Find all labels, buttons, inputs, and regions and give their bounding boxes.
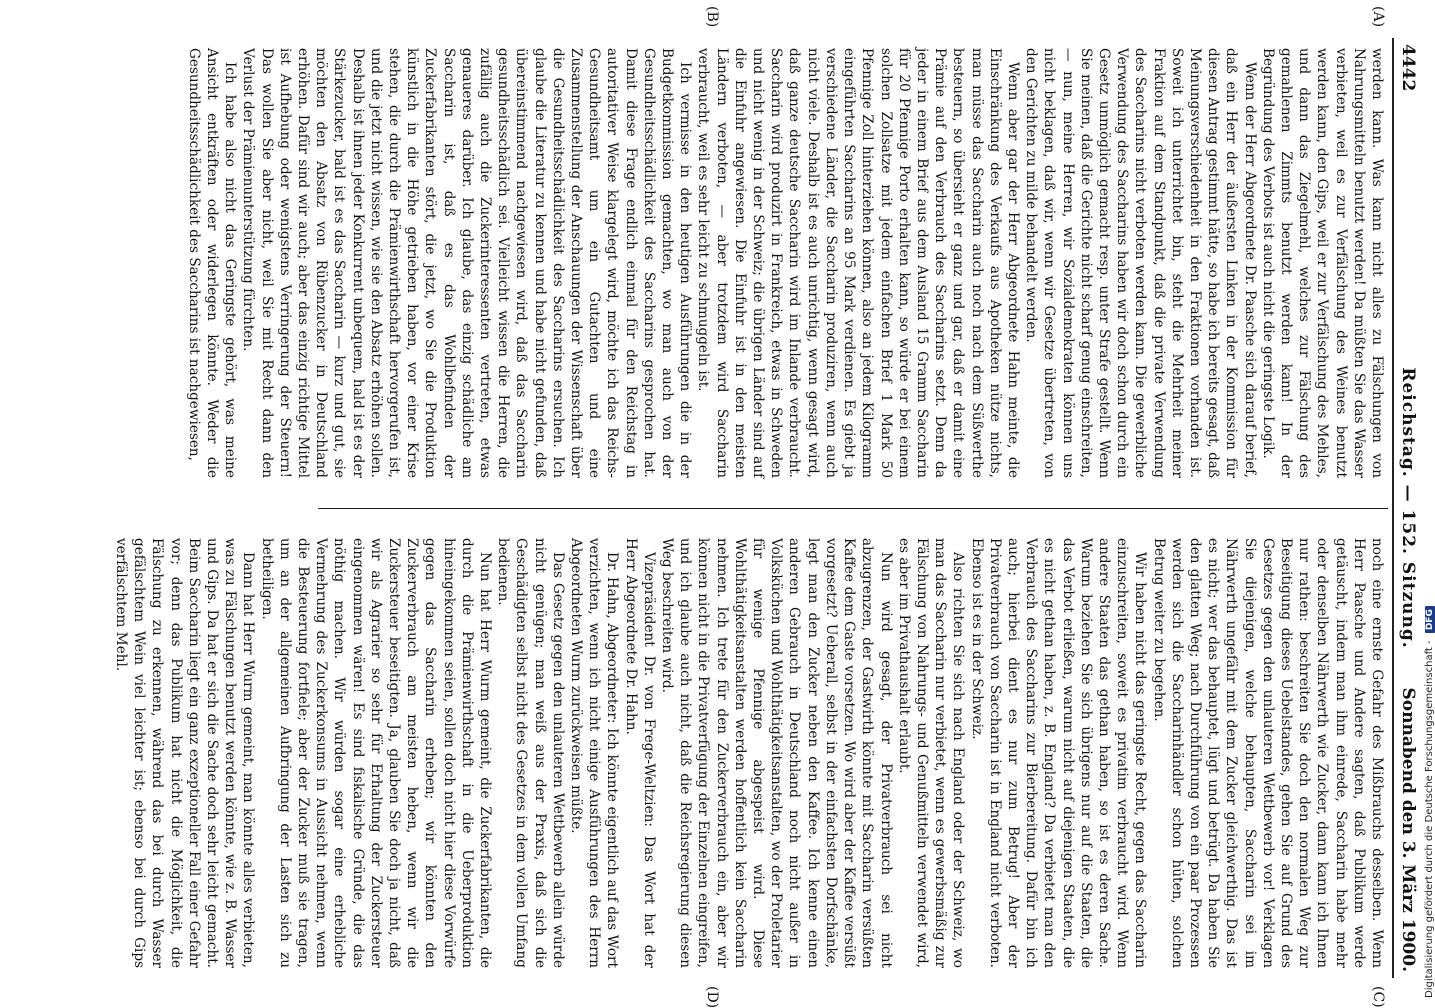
paragraph: noch eine ernste Gefahr des Mißbrauchs desselben. Wenn Herr Paasche und Andere sagten, daß Publikum werde getäuscht, indem man ihm einrede, Saccharin habe mehr oder denselben Nährwerth wie Zucker, dann kann ich Ihnen nur rathen: beschreiten Sie doch den normalen Weg zur Beseitigung dieses Uebelstandes, gehen Sie auf Grund des Gesetzes gegen den unlauteren Wettbewerb vor! Verklagen Sie diejenigen, welche behaupten, Saccharin sei im Nährwerth ungefähr mit dem Zucker gleichwerthig. Das ist es nicht; wer das behauptet, lügt und betrügt. Da haben Sie den glatten Weg; nach Durchführung von ein paar Prozessen werden sich die Saccharinhändler schon hüten, solchen Betrug weiter zu begehen. xyxy=(1150,538,1385,968)
paragraph: Ich habe also nicht das Geringste gehört, was meine Ansicht entkräften oder widerlegen könnte. Weder die Gesundheitsschädlichkeit des Saccharins ist nachgewiesen, xyxy=(185,48,239,478)
paragraph: Nun hat Herr Wurm gemeint, die Zuckerfabrikanten, die durch die Prämienwirthschaft in die Ueberproduktion hineingekommen seien, sollen doch nicht hier diese Vorwürfe gegen das Saccharin erheben; wir könnten den Zuckerverbrauch am meisten heben, wenn wir die Zuckersteuer beseitigten. Ja, glauben Sie doch ja nicht, daß wir als Agrarier so sehr für Erhaltung der Zuckersteuer eingenommen wären! Es sind fiskalische Gründe, die das nöthig machen. Wir würden sogar eine erhebliche Vermehrung des Zuckerkonsums in Aussicht nehmen, wenn die Besteuerung fortfiele; aber der Zucker muß sie tragen, um an der allgemeinen Aufbringung der Lasten sich zu betheiligen. xyxy=(258,538,494,968)
column-divider xyxy=(318,508,1388,509)
paragraph: Das Gesetz gegen den unlauteren Wettbewerb allein würde nicht genügen; man weiß aus der Praxis, daß sich die Geschädigten selbst nicht des Gesetzes in dem vollen Umfang bedienen. xyxy=(495,538,566,968)
paragraph: Ich vermisse in den heutigen Ausführungen die in der Budgetkommission gemachten, wo man auch von der Gesundheitsschädlichkeit des Saccharins gesprochen hat. Damit diese Frage endlich einmal für den Reichstag in autoritativer Weise klargelegt wird, möchte ich das Reichs-Gesundheitsamt um ein Gutachten und eine Zusammenstellung der Anschauungen der Wissenschaft über die Gesundheitsschädlichkeit des Saccharins ersuchen. Ich glaube die Literatur zu kennen und habe nicht gefunden, daß übereinstimmend nachgewiesen wird, daß das Saccharin gesundheitsschädlich sei. Vielleicht wissen die Herren, die zufällig auch die Zuckerinteressenten vertreten, etwas genaueres darüber. Ich glaube, das einzig schädliche am Saccharin ist, daß es das Wohlbefinden der Zuckerfabrikanten stört, die jetzt, wo Sie die Produktion künstlich in die Höhe getrieben haben, vor einer Krise stehen, die durch die Prämienwirthschaft hervorgerufen ist, und die jetzt nicht wissen, wie sie den Absatz erhöhen sollen. Deshalb ist ihnen jeder Konkurrent unbequem, hald ist es der Stärkezucker, bald ist es das Saccharin — kurz und gut, sie möchten den Absatz von Rübenzucker in Deutschland erhöhen. Dafür sind wir auch; aber das einzig richtige Mittel ist Aufhebung oder wenigstens Verringerung der Steuern! Das wollen Sie aber nicht, weil Sie mit Recht dann den Verlust der Prämienunterstützung fürchten. xyxy=(240,48,694,478)
page-number: 4442 xyxy=(1398,44,1418,92)
paragraph: Wenn aber gar der Herr Abgeordnete Hahn meinte, die Einschränkung des Verkaufs aus Apotheken nütze nichts, man müsse das Saccharin auch noch nach dem Süßwerthe besteuern, so übersieht er ganz und gar, daß er damit eine Prämie auf den Verbrauch des Saccharins setzt. Denn da jeder in einem Brief aus dem Ausland 15 Gramm Saccharin für 20 Pfennige Porto erhalten kann, so würde er bei einem solchen Zollsatze mit jedem einfachen Brief 1 Mark 50 Pfennige Zoll hinterziehen können, also an jedem Kilogramm eingeführten Saccharins an 95 Mark verdienen. Es giebt ja verschiedene Länder, die Saccharin produziren, wenn auch nicht viele. Deshalb ist es auch unrichtig, wenn gesagt wird, daß ganze deutsche Saccharin wird im Inlande verbraucht. Saccharin wird produzirt in Frankreich, etwas in Schweden und nicht wenig in der Schweiz; die übrigen Länder sind auf die Einfuhr angewiesen. Die Einfuhr ist in den meisten Ländern verboten, — aber trotzdem wird Saccharin verbraucht, weil es sehr leicht zu schmuggeln ist. xyxy=(695,48,1021,478)
margin-marker-d: (D) xyxy=(704,986,720,1008)
document-page xyxy=(25,6,1420,1008)
margin-marker-b: (B) xyxy=(704,6,720,28)
speaker-paragraph: Dr. Hahn, Abgeordneter: Ich könnte eigentlich auf das Wort verzichten, wenn ich nicht einige Ausführungen des Herrn Abgeordneten Wurm zurückweisen müßte. xyxy=(568,538,621,968)
left-column xyxy=(185,48,1386,478)
paragraph: werden kann. Was kann nicht alles zu Fälschungen von Nahrungsmitteln benutzt werden! Da müßten Sie das Wasser verbieten, weil es zur Verfälschung des Weines benutzt werden kann, den Gips, weil er zur Verfälschung des Mehles, und dann das Ziegelmehl, welches zur Fälschung des gemahlenen Zimmts benutzt werden kann! In der Begründung des Verbots ist auch nicht die geringste Logik. xyxy=(1259,48,1385,478)
dfg-logo: DFG xyxy=(1425,606,1435,633)
paragraph: Wir haben nicht das geringste Recht, gegen das Saccharin einzuschreiten, soweit es privatim verbraucht wird. Wenn andere Staaten das gethan haben, so ist es deren Sache. Warum beziehen Sie sich übrigens nur auf die Staaten, die das Verbot erließen, warum nicht auf diejenigen Staaten, die es nicht gethan haben, z. B. England? Da verbietet man den Verbrauch des Saccharins zur Bierbereitung. Dafür bin ich auch; hierbei dient es nur zum Betrug! Aber der Privatverbrauch von Saccharin ist in England nicht verboten. Ebenso ist es in der Schweiz. xyxy=(968,538,1149,968)
digitization-credit xyxy=(1424,606,1435,998)
paragraph: Dann hat Herr Wurm gemeint, man könnte alles verbieten, was zu Fälschungen benutzt werden könnte, wie z. B. Wasser und Gips. Da hat er sich die Sache doch sehr leicht gemacht. Beim Saccharin liegt ein ganz exzeptioneller Fall einer Gefahr vor; denn das Publikum hat nicht die Möglichkeit, die Fälschung zu erkennen, während das bei durch Wasser gefälschtem Wein viel leichter ist; ebenso bei durch Gips verfälschtem Mehl. xyxy=(112,538,257,968)
paragraph: Also richten Sie sich nach England oder der Schweiz, wo man das Saccharin nur verbietet, wenn es gewerbsmäßig zur Fälschung von Nahrungs- und Genußmitteln verwendet wird, es aber im Privathaushalt erlaubt. xyxy=(895,538,967,968)
paragraph: Nun wird gesagt, der Privatverbrauch sei nicht abzugrenzen, der Gastwirth könnte mit Saccharin versüßten Kaffee dem Gaste vorsetzen. Wo wird aber der Kaffee versüßt vorgesetzt? Ueberall, selbst in der einfachsten Dorfschänke, legt man den Zucker neben den Kaffee. Ich kenne einen anderen Gebrauch in Deutschland noch nicht außer in Volksküchen und Wohlthätigkeitsanstalten, wo der Proletarier für wenige Pfennige abgespeist wird. Diese Wohlthätigkeitsanstalten werden hoffentlich kein Saccharin nehmen. Ich trete für den Zuckerverbrauch ein, aber wir können nicht in die Privatverfügung der Einzelnen eingreifen, und ich glaube auch nicht, daß die Reichsregierung diesen Weg beschreiten wird. xyxy=(659,538,894,968)
header-date: Sonnabend den 3. März 1900. xyxy=(1398,687,1418,972)
header-title: Reichstag. — 152. Sitzung. xyxy=(1398,367,1418,649)
paragraph: Wenn der Herr Abgeordnete Dr. Paasche sich darauf berief, daß ein Herr der äußersten Linken in der Kommission für diesen Antrag gestimmt hätte, so habe ich bereits gesagt, daß Meinungsverschiedenheit in den Fraktionen vorhanden ist. Soweit ich unterrichtet bin, steht die Mehrheit meiner Fraktion auf dem Standpunkt, daß die private Verwendung des Saccharins nicht verboten werden kann. Die gewerbliche Verwendung des Saccharins haben wir doch schon durch ein Gesetz unmöglich gemacht resp. unter Strafe gestellt. Wenn Sie meinen, daß die Gerichte nicht scharf genug einschreiten, — nun, meine Herren, wir Sozialdemokraten können uns nicht beklagen, daß wir, wenn wir Gesetze übertreten, von den Gerichten zu milde behandelt werden. xyxy=(1023,48,1258,478)
right-column xyxy=(112,538,1386,968)
margin-marker-c: (C) xyxy=(1370,986,1386,1008)
margin-marker-a: (A) xyxy=(1370,6,1386,28)
page-header xyxy=(1392,38,1420,978)
credit-text: Digitalisierung gefördert durch die Deutsche Forschungsgemeinschaft - xyxy=(1424,640,1435,998)
speaker-paragraph: Vizepräsident Dr. von Frege-Weltzien: Das Wort hat der Herr Abgeordnete Dr. Hahn. xyxy=(622,538,657,968)
